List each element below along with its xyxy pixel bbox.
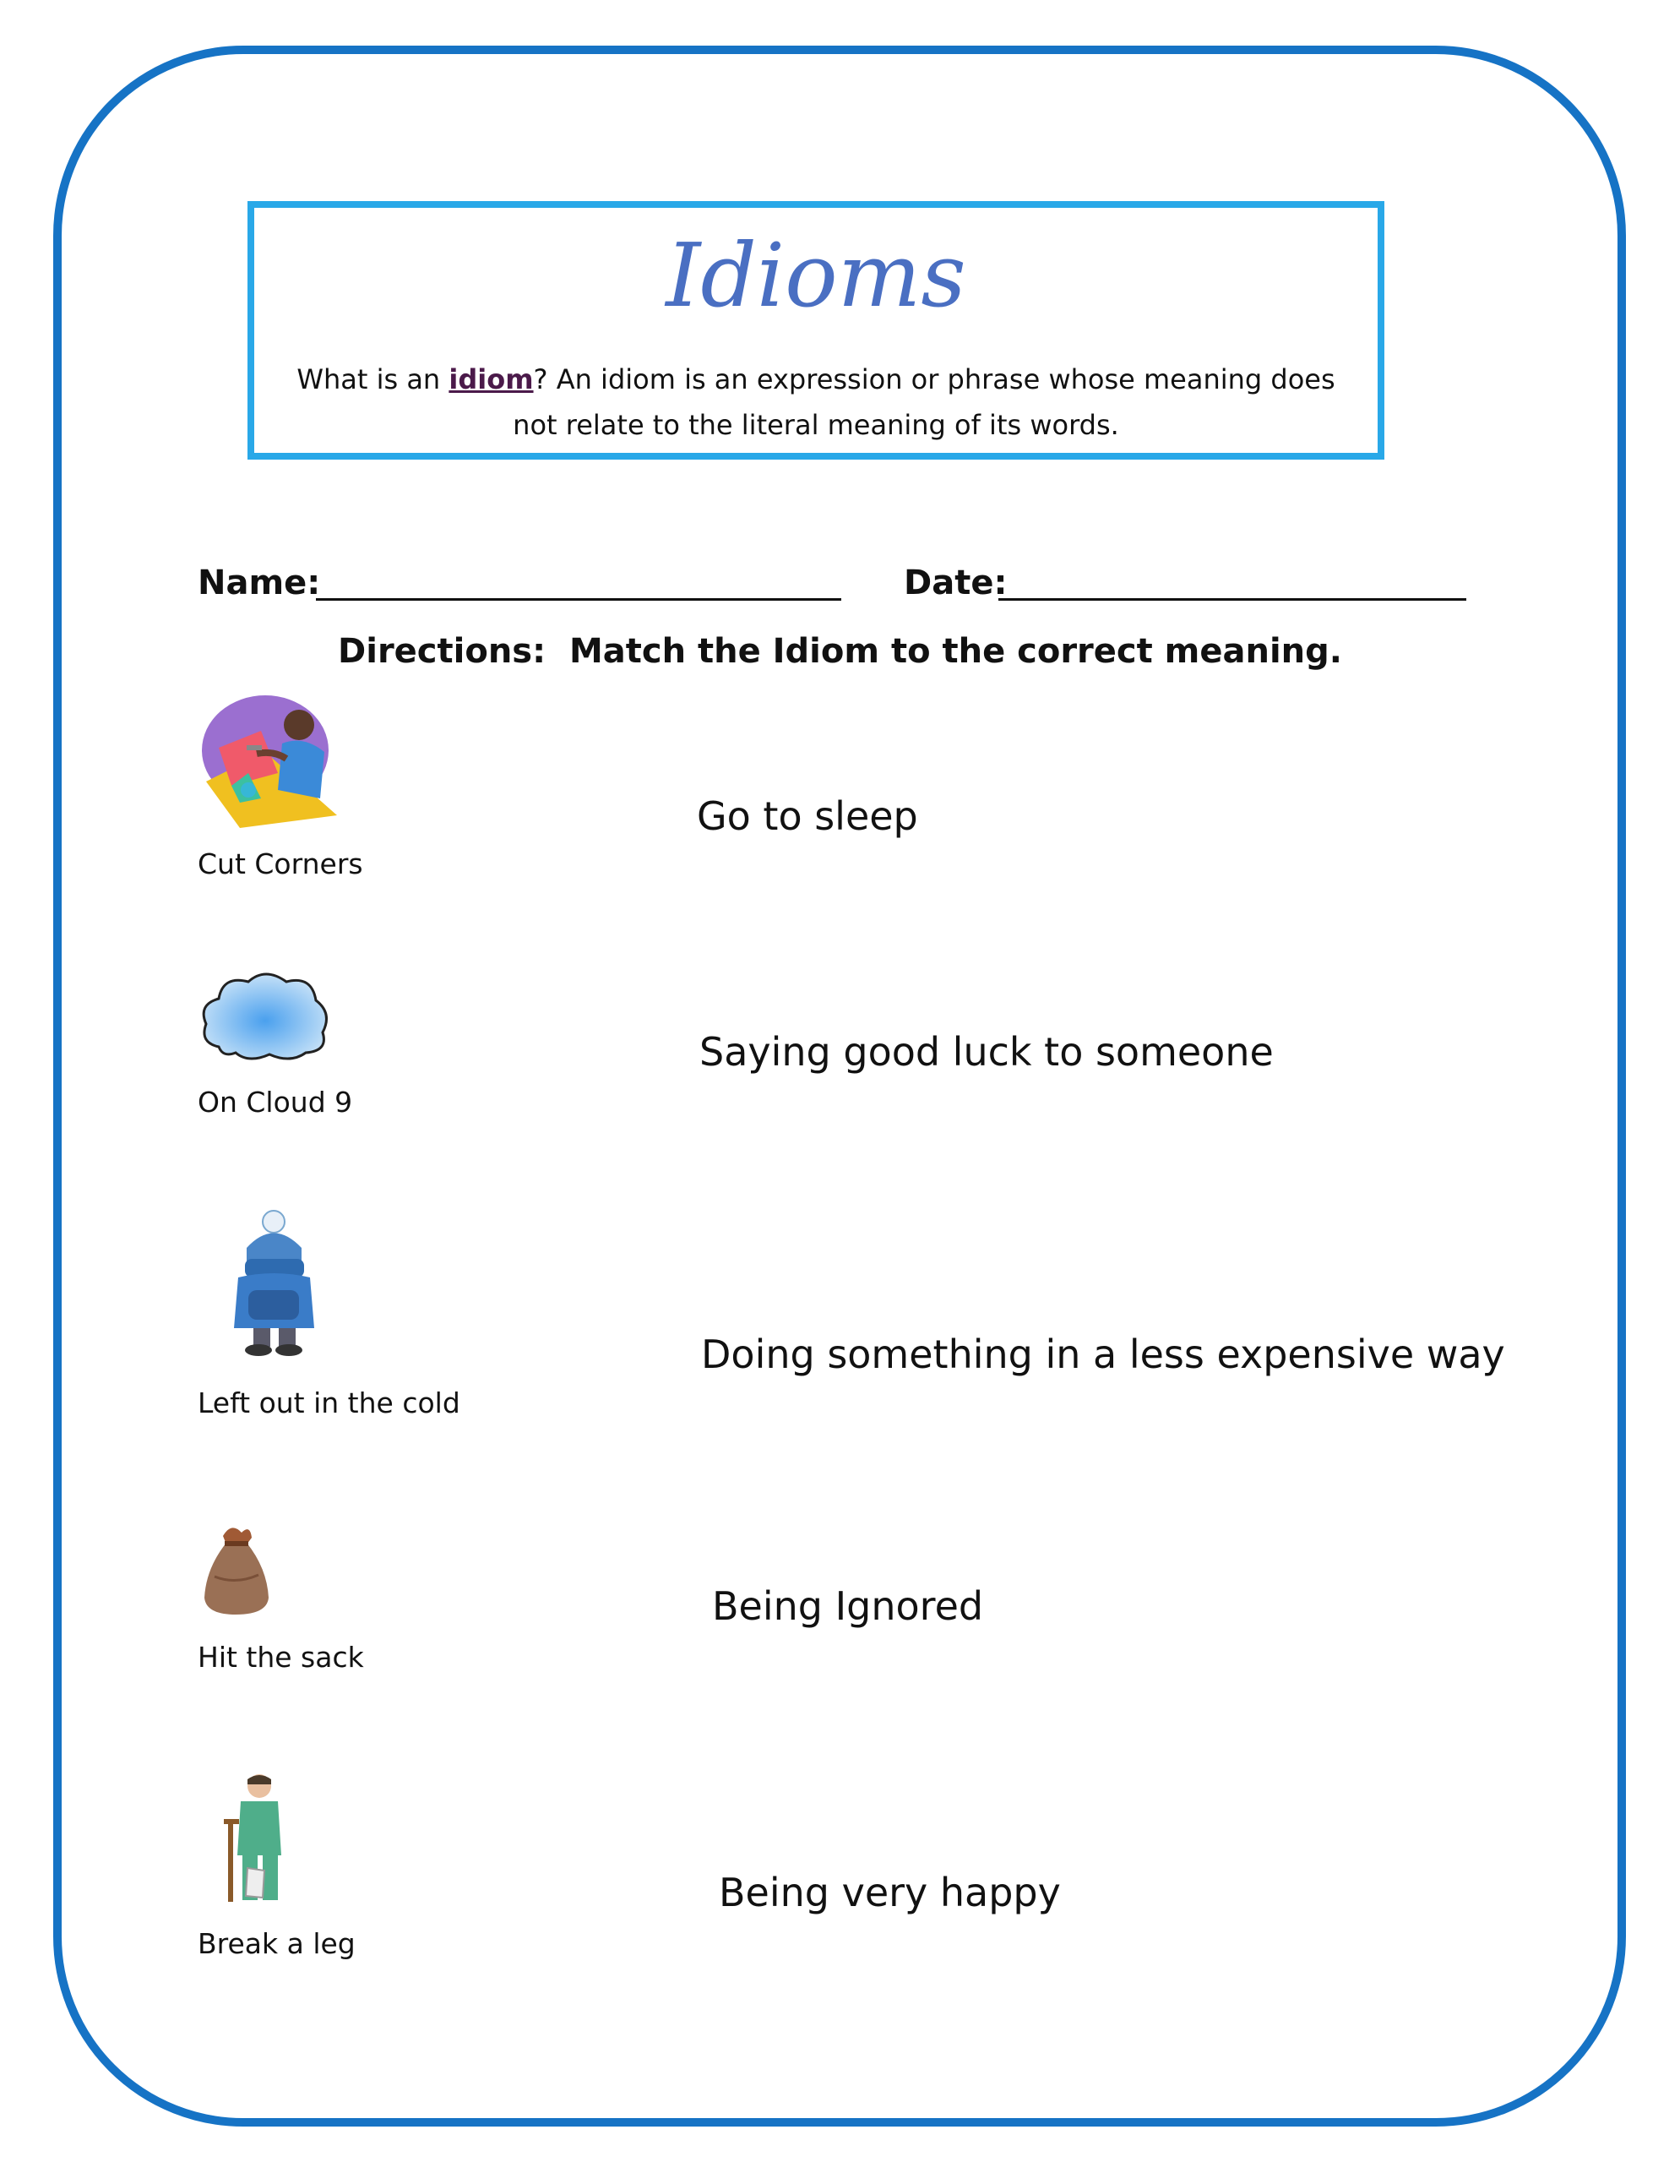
idiom-keyword-link[interactable]: idiom (449, 363, 534, 395)
title-box (247, 201, 1384, 460)
date-field[interactable] (998, 598, 1466, 601)
meaning-item: Being very happy (719, 1870, 1061, 1915)
meaning-item: Saying good luck to someone (699, 1029, 1274, 1075)
bundled-up-person-icon (221, 1210, 323, 1362)
idiom-label: Break a leg (198, 1927, 356, 1960)
definition-lead-in: What is an (296, 363, 449, 395)
cloud-icon (198, 967, 333, 1064)
idiom-label: Left out in the cold (198, 1386, 460, 1419)
idiom-definition (285, 357, 1347, 448)
meaning-item: Doing something in a less expensive way (701, 1332, 1505, 1377)
directions: Directions: Match the Idiom to the correct meaning. (338, 632, 1342, 671)
man-with-crutch-icon (215, 1771, 300, 1906)
name-label: Name: (198, 564, 321, 602)
meaning-item: Being Ignored (712, 1583, 984, 1629)
sack-icon (198, 1517, 274, 1619)
worksheet-title: Idioms (666, 224, 966, 327)
child-cutting-paper-icon (198, 693, 341, 828)
idiom-label: Cut Corners (198, 847, 363, 880)
idiom-label: On Cloud 9 (198, 1086, 353, 1119)
idiom-label: Hit the sack (198, 1641, 364, 1674)
meaning-item: Go to sleep (697, 793, 918, 839)
definition-text: ? An idiom is an expression or phrase whose meaning does not relate to the literal meaning of its words. (513, 363, 1335, 441)
name-field[interactable] (316, 598, 841, 601)
date-label: Date: (904, 564, 1008, 602)
